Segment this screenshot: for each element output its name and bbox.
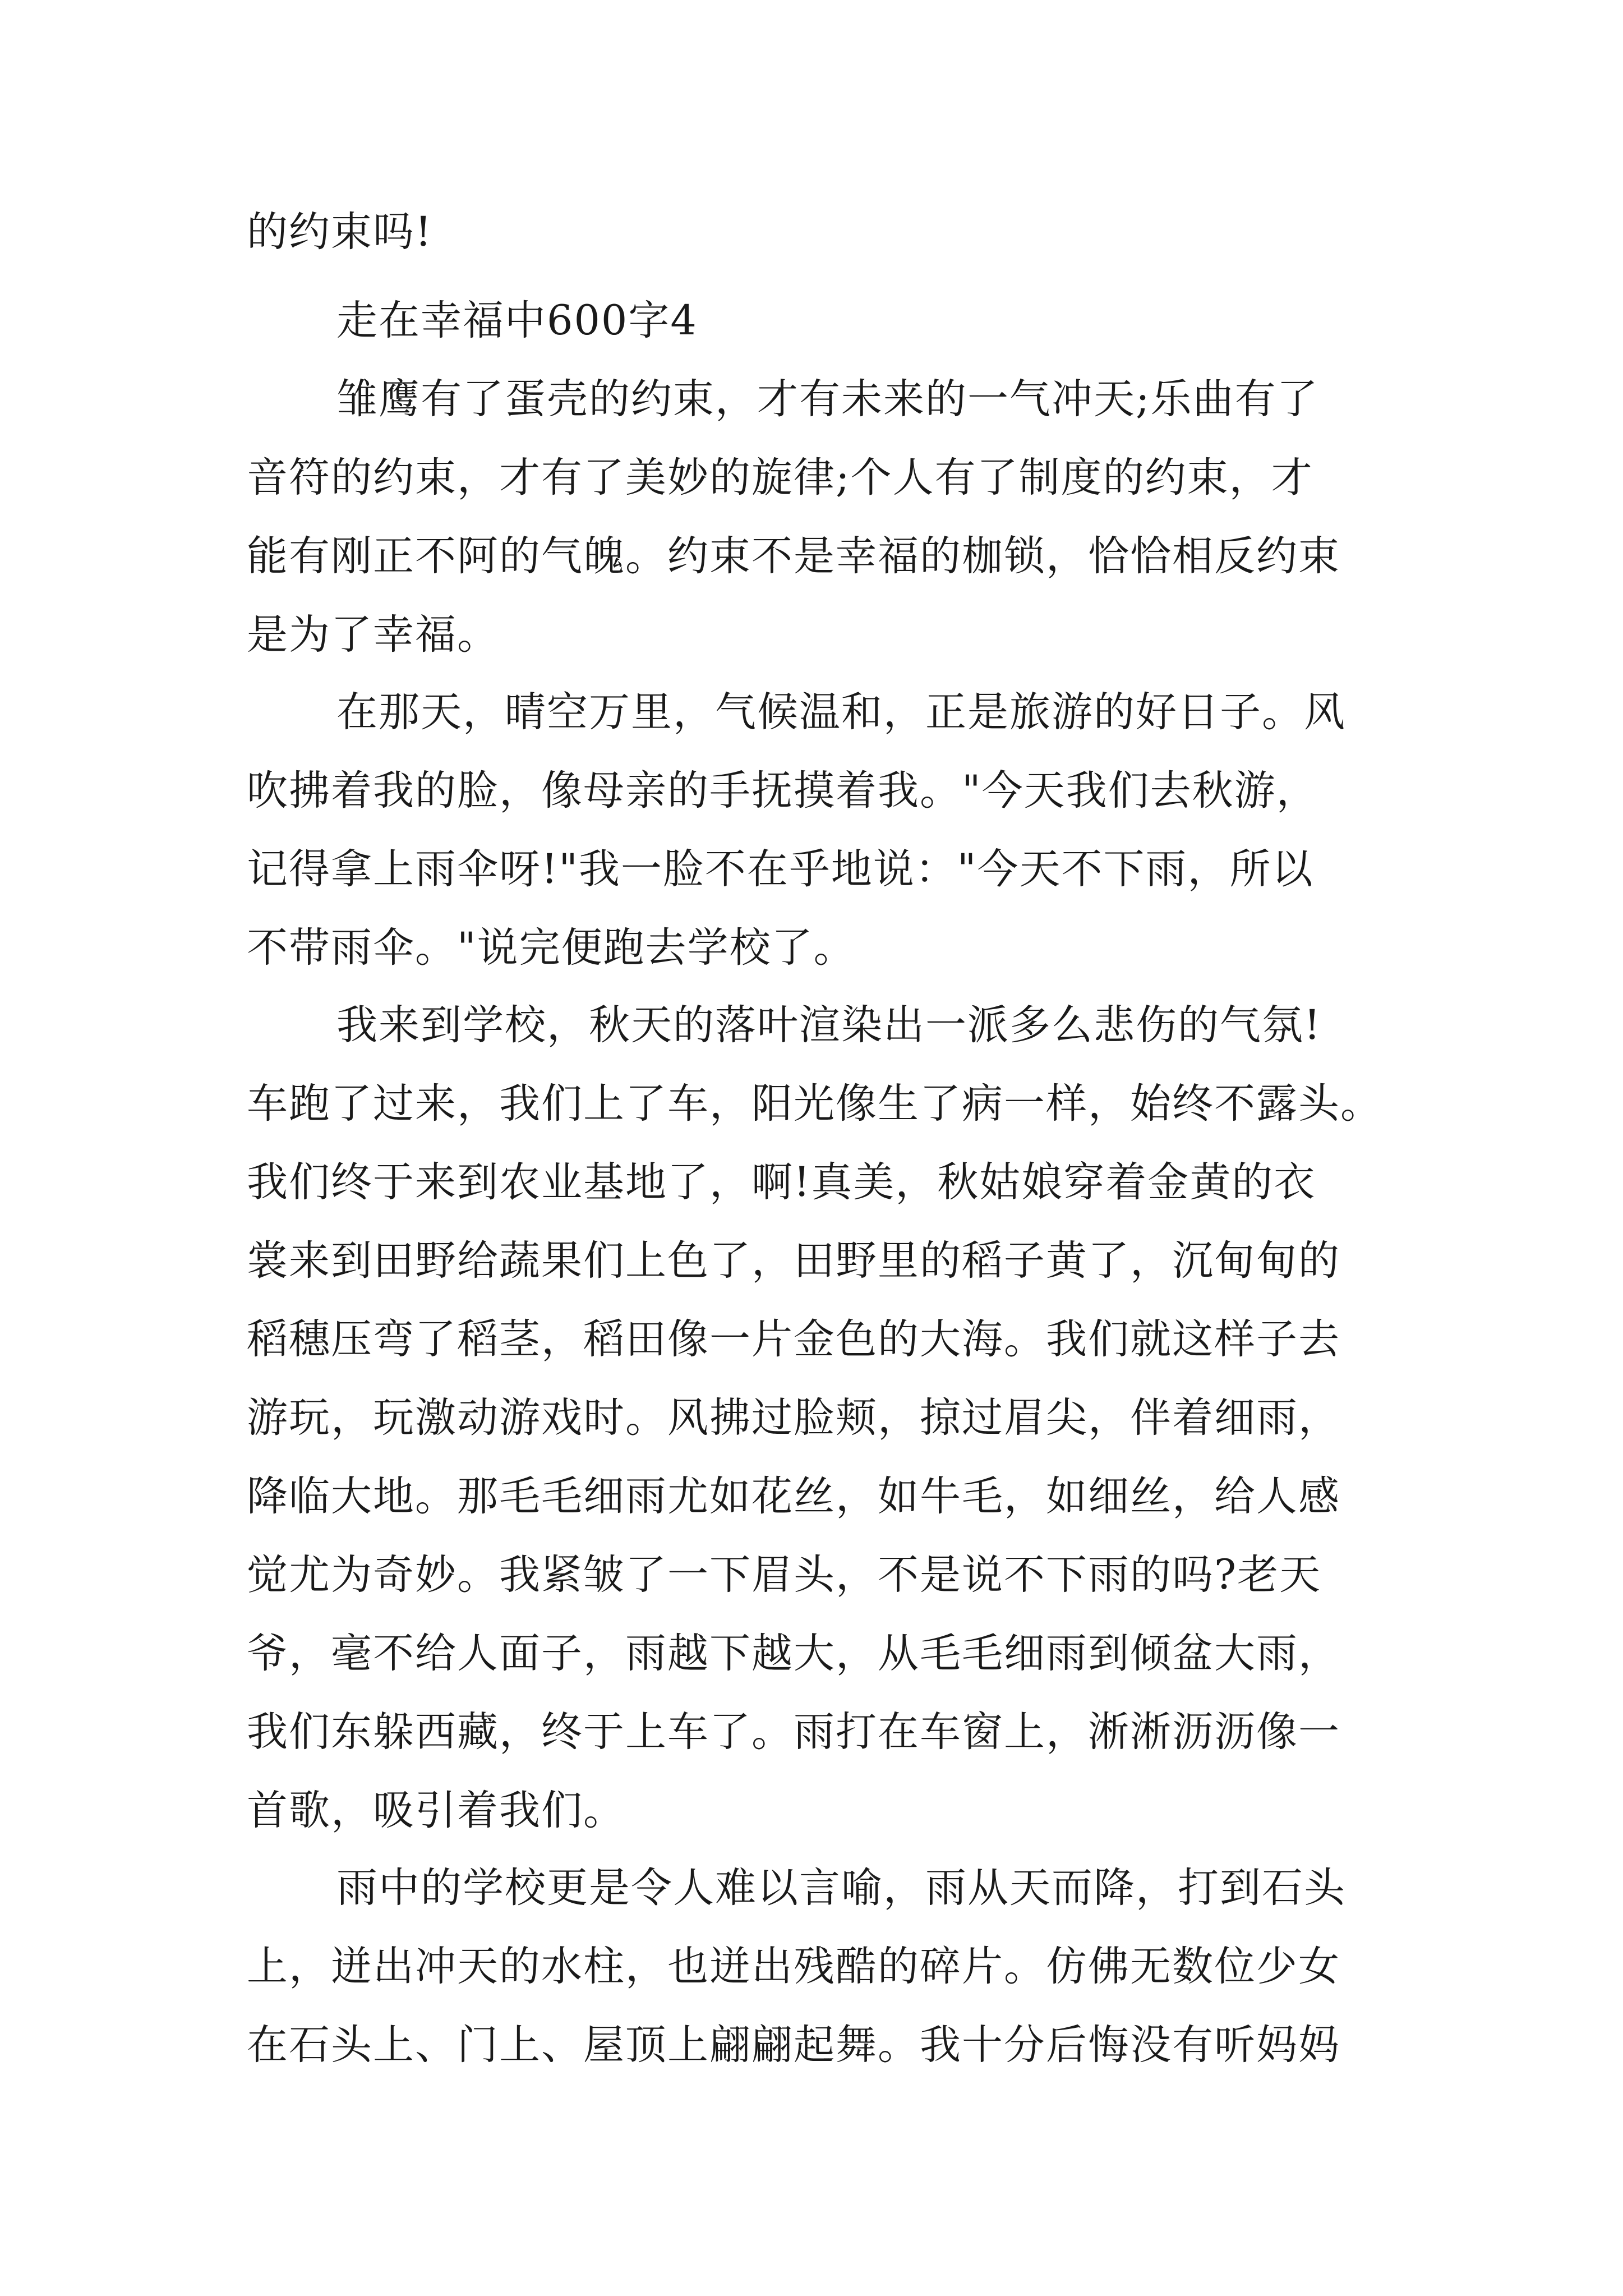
paragraph-line: 我们终于来到农业基地了，啊!真美，秋姑娘穿着金黄的衣 — [247, 1158, 1316, 1206]
paragraph-line: 降临大地。那毛毛细雨尤如花丝，如牛毛，如细丝，给人感 — [247, 1473, 1340, 1520]
paragraph-line: 不带雨伞。"说完便跑去学校了。 — [247, 924, 856, 972]
paragraph-line: 音符的约束，才有了美妙的旋律;个人有了制度的约束，才 — [247, 454, 1313, 501]
paragraph-line: 稻穗压弯了稻茎，稻田像一片金色的大海。我们就这样子去 — [247, 1315, 1340, 1363]
paragraph-line: 吹拂着我的脸，像母亲的手抚摸着我。"今天我们去秋游， — [247, 767, 1318, 815]
paragraph-line: 觉尤为奇妙。我紧皱了一下眉头，不是说不下雨的吗?老天 — [247, 1551, 1322, 1599]
paragraph-line: 爷，毫不给人面子，雨越下越大，从毛毛细雨到倾盆大雨， — [247, 1630, 1340, 1677]
paragraph-line: 雨中的学校更是令人难以言喻，雨从天而降，打到石头 — [336, 1864, 1346, 1912]
section-heading: 走在幸福中600字4 — [336, 297, 698, 344]
paragraph-line: 车跑了过来，我们上了车，阳光像生了病一样，始终不露头。 — [247, 1080, 1382, 1128]
paragraph-line: 在那天，晴空万里，气候温和，正是旅游的好日子。风 — [336, 688, 1346, 736]
paragraph-line: 我们东躲西藏，终于上车了。雨打在车窗上，淅淅沥沥像一 — [247, 1708, 1340, 1756]
paragraph-line: 的约束吗! — [247, 208, 433, 256]
paragraph-line: 首歌，吸引着我们。 — [247, 1787, 625, 1834]
paragraph-line: 游玩，玩激动游戏时。风拂过脸颊，掠过眉尖，伴着细雨， — [247, 1394, 1340, 1442]
paragraph-line: 是为了幸福。 — [247, 611, 499, 659]
paragraph-line: 裳来到田野给蔬果们上色了，田野里的稻子黄了，沉甸甸的 — [247, 1237, 1340, 1285]
paragraph-line: 能有刚正不阿的气魄。约束不是幸福的枷锁，恰恰相反约束 — [247, 532, 1340, 580]
paragraph-line: 记得拿上雨伞呀!"我一脸不在乎地说："今天不下雨，所以 — [247, 845, 1314, 893]
paragraph-line: 我来到学校，秋天的落叶渲染出一派多么悲伤的气氛! — [336, 1001, 1322, 1049]
paragraph-line: 雏鹰有了蛋壳的约束，才有未来的一气冲天;乐曲有了 — [336, 375, 1319, 423]
paragraph-line: 在石头上、门上、屋顶上翩翩起舞。我十分后悔没有听妈妈 — [247, 2021, 1340, 2069]
paragraph-line: 上，迸出冲天的水柱，也迸出残酷的碎片。仿佛无数位少女 — [247, 1943, 1340, 1990]
